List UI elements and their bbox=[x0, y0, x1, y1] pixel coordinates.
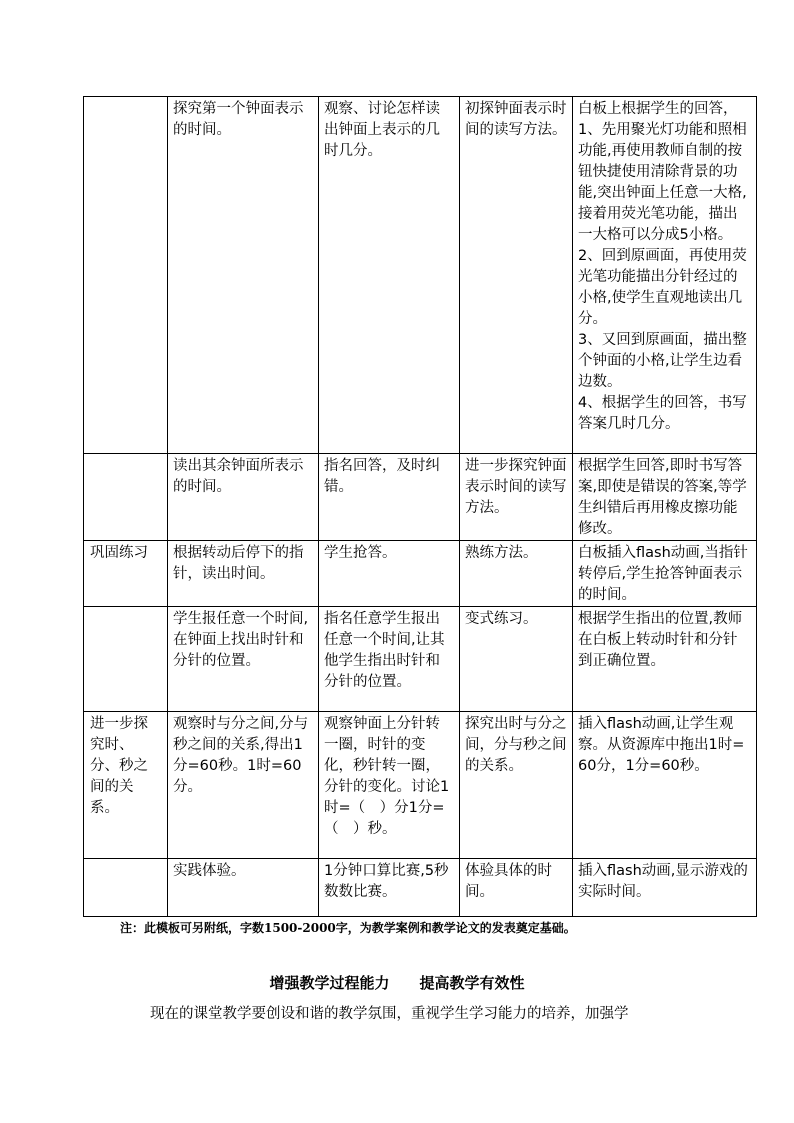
stage-cell bbox=[84, 454, 168, 541]
purpose-cell: 初探钟面表示时间的读写方法。 bbox=[460, 97, 573, 454]
whiteboard-cell bbox=[573, 97, 757, 454]
activity-cell: 探究第一个钟面表示的时间。 bbox=[168, 97, 319, 454]
purpose-cell: 变式练习。 bbox=[460, 607, 573, 712]
activity-cell: 观察时与分之间,分与秒之间的关系,得出1分=60秒。1时=60分。 bbox=[168, 712, 319, 859]
purpose-cell: 体验具体的时间。 bbox=[460, 859, 573, 917]
template-note: 注：此模板可另附纸，字数1500-2000字，为教学案例和教学论文的发表奠定基础。 bbox=[120, 921, 576, 935]
whiteboard-line: 根据学生指出的位置,教师在白板上转动时针和分针到正确位置。 bbox=[578, 611, 743, 669]
stage-cell: 进一步探究时、分、秒之间的关系。 bbox=[84, 712, 168, 859]
student-cell: 学生抢答。 bbox=[319, 541, 460, 607]
table-row bbox=[84, 541, 757, 607]
student-cell: 1分钟口算比赛,5秒数数比赛。 bbox=[319, 859, 460, 917]
whiteboard-cell bbox=[573, 607, 757, 712]
whiteboard-cell bbox=[573, 859, 757, 917]
activity-cell: 实践体验。 bbox=[168, 859, 319, 917]
table-row bbox=[84, 454, 757, 541]
article-body-text: 现在的课堂教学要创设和谐的教学氛围，重视学生学习能力的培养，加强学 bbox=[150, 1006, 629, 1022]
lesson-plan-table bbox=[83, 96, 757, 917]
student-cell: 观察钟面上分针转一圈，时针的变化，秒针转一圈，分针的变化。讨论1时=（ ）分1分=（ ）秒。 bbox=[319, 712, 460, 859]
whiteboard-step: 4、根据学生的回答，书写答案几时几分。 bbox=[578, 395, 747, 432]
student-cell: 指名回答，及时纠错。 bbox=[319, 454, 460, 541]
activity-cell: 根据转动后停下的指针，读出时间。 bbox=[168, 541, 319, 607]
purpose-cell: 探究出时与分之间，分与秒之间的关系。 bbox=[460, 712, 573, 859]
table-row bbox=[84, 712, 757, 859]
whiteboard-cell bbox=[573, 541, 757, 607]
whiteboard-line: 根据学生回答,即时书写答案,即使是错误的答案,等学生纠错后再用橡皮擦功能修改。 bbox=[578, 458, 747, 537]
whiteboard-cell bbox=[573, 454, 757, 541]
whiteboard-cell bbox=[573, 712, 757, 859]
student-cell: 观察、讨论怎样读出钟面上表示的几时几分。 bbox=[319, 97, 460, 454]
whiteboard-line: 插入flash动画,显示游戏的实际时间。 bbox=[578, 863, 748, 900]
stage-cell bbox=[84, 859, 168, 917]
activity-cell: 读出其余钟面所表示的时间。 bbox=[168, 454, 319, 541]
stage-cell bbox=[84, 97, 168, 454]
article-heading: 增强教学过程能力 提高教学有效性 bbox=[269, 974, 525, 992]
purpose-cell: 进一步探究钟面表示时间的读写方法。 bbox=[460, 454, 573, 541]
table-row bbox=[84, 859, 757, 917]
activity-cell: 学生报任意一个时间,在钟面上找出时针和分针的位置。 bbox=[168, 607, 319, 712]
whiteboard-step: 3、又回到原画面，描出整个钟面的小格,让学生边看边数。 bbox=[578, 332, 747, 390]
whiteboard-line: 白板上根据学生的回答， bbox=[578, 101, 738, 117]
table-row bbox=[84, 97, 757, 454]
stage-cell: 巩固练习 bbox=[84, 541, 168, 607]
whiteboard-line: 白板插入flash动画,当指针转停后,学生抢答钟面表示的时间。 bbox=[578, 545, 748, 603]
whiteboard-line: 插入flash动画,让学生观察。从资源库中拖出1时=60分，1分=60秒。 bbox=[578, 716, 745, 774]
whiteboard-step: 2、回到原画面，再使用荧光笔功能描出分针经过的小格,使学生直观地读出几分。 bbox=[578, 248, 747, 327]
student-cell: 指名任意学生报出任意一个时间,让其他学生指出时针和分针的位置。 bbox=[319, 607, 460, 712]
whiteboard-step: 1、先用聚光灯功能和照相功能,再使用教师自制的按钮快捷使用清除背景的功能,突出钟面上任意一大格,接着用荧光笔功能，描出一大格可以分成5小格。 bbox=[578, 122, 747, 243]
stage-cell bbox=[84, 607, 168, 712]
table-row bbox=[84, 607, 757, 712]
purpose-cell: 熟练方法。 bbox=[460, 541, 573, 607]
